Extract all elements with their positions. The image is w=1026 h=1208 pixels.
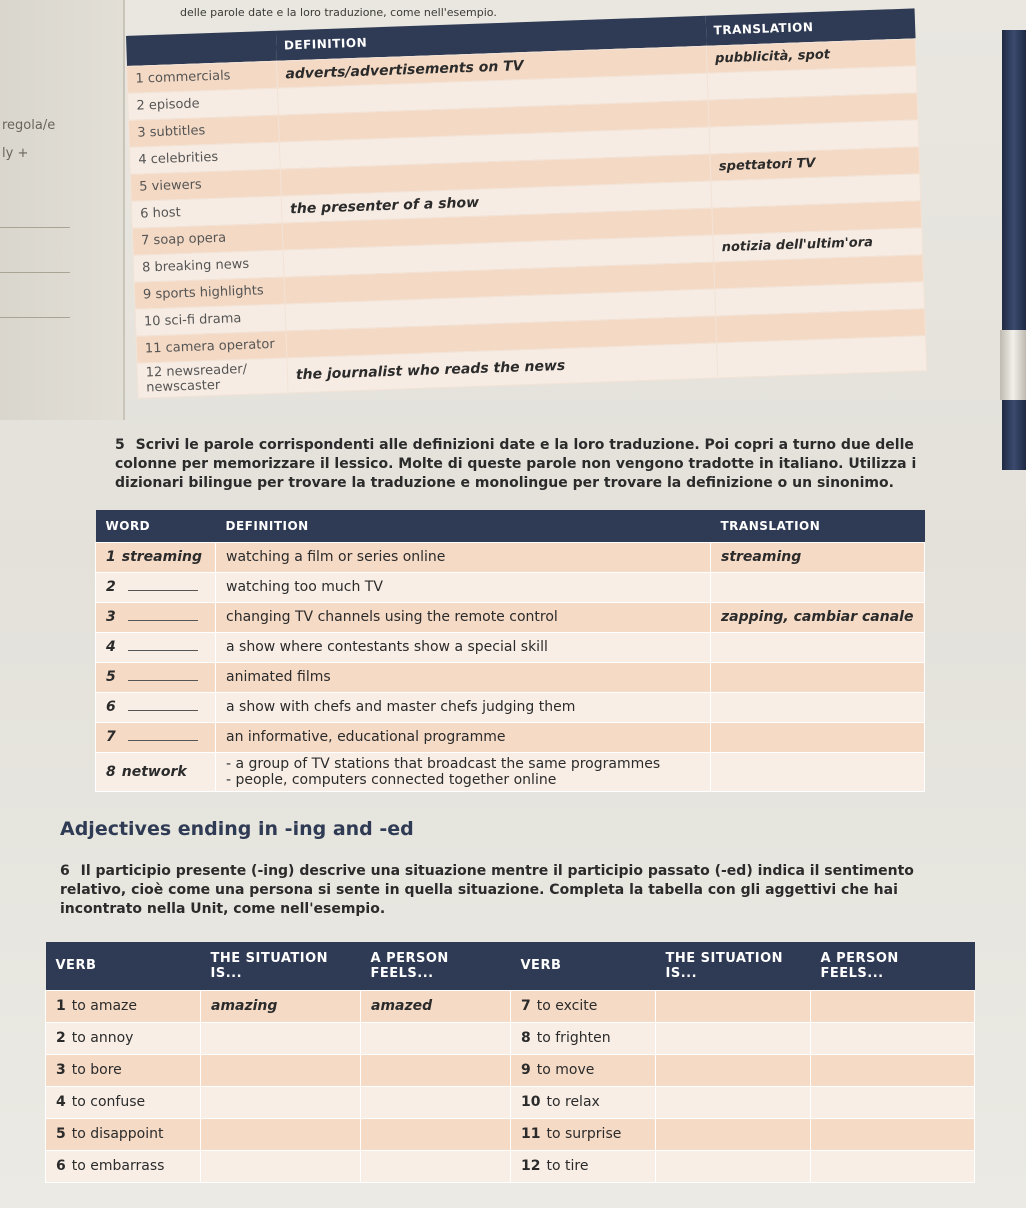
row-number: 2: [106, 579, 116, 595]
verb-cell: [511, 1118, 656, 1150]
row-number: 6: [106, 699, 116, 715]
definition-line: watching a film or series online: [226, 549, 446, 565]
row-number: 11: [521, 1126, 541, 1142]
vocabulary-table-streaming: [95, 510, 925, 792]
column-header: VERB: [511, 942, 656, 990]
row-number: 7: [106, 729, 116, 745]
verb-cell: [511, 1054, 656, 1086]
verb-value: to annoy: [71, 1030, 134, 1046]
translation-cell[interactable]: pubblicità, spot: [706, 38, 916, 72]
row-number: 10: [521, 1094, 541, 1110]
verb-value: to bore: [71, 1062, 122, 1078]
verb-cell: [46, 1118, 201, 1150]
table-row: [46, 1054, 975, 1086]
word-cell: 8 breaking news: [133, 250, 284, 282]
table-row: [46, 1086, 975, 1118]
verb-cell: [511, 1022, 656, 1054]
feeling-cell[interactable]: [811, 1022, 975, 1054]
definition-line: watching too much TV: [226, 579, 383, 595]
row-number: 1: [56, 998, 66, 1014]
definition-cell: [216, 662, 711, 692]
feeling-cell[interactable]: [361, 1150, 511, 1182]
table-row: [96, 542, 925, 572]
exercise5-text: Scrivi le parole corrispondenti alle definizioni date e la loro traduzione. Poi copri a turno due delle colonne per memorizzare il lessico. Molte di queste parole non vengono tradotte in italiano. Utilizza i dizionari bilingue per trovare la traduzione e monolingue per trovare la definizione o un sinonimo.: [115, 437, 917, 491]
definition-cell: [216, 572, 711, 602]
row-number: 3: [106, 609, 116, 625]
word-cell[interactable]: [96, 572, 216, 602]
row-number: 5: [56, 1126, 66, 1142]
verb-value: to frighten: [536, 1030, 611, 1046]
situation-cell[interactable]: [201, 1086, 361, 1118]
translation-cell[interactable]: [711, 662, 925, 692]
column-header: VERB: [46, 942, 201, 990]
verb-value: to surprise: [546, 1126, 622, 1142]
row-number: 8: [521, 1030, 531, 1046]
feeling-cell[interactable]: amazed: [361, 990, 511, 1022]
adjectives-table: [45, 942, 975, 1183]
row-number: 12: [521, 1158, 541, 1174]
word-cell[interactable]: [96, 602, 216, 632]
row-number: 6: [56, 1158, 66, 1174]
definition-cell: [216, 632, 711, 662]
feeling-cell[interactable]: [811, 1054, 975, 1086]
table-row: [46, 1118, 975, 1150]
table-row: [96, 752, 925, 791]
definition-cell: [216, 602, 711, 632]
exercise6-instruction: [60, 862, 960, 919]
verb-value: to disappoint: [71, 1126, 164, 1142]
column-header: THE SITUATION IS...: [201, 942, 361, 990]
word-cell: 6 host: [131, 196, 282, 228]
word-cell[interactable]: [96, 662, 216, 692]
table-row: [96, 602, 925, 632]
verb-cell: [511, 1150, 656, 1182]
translation-cell[interactable]: [711, 572, 925, 602]
verb-value: to amaze: [71, 998, 138, 1014]
exercise4-instruction-fragment: delle parole date e la loro traduzione, come nell'esempio.: [180, 6, 497, 19]
row-number: 4: [56, 1094, 66, 1110]
column-header: WORD: [96, 510, 216, 542]
definition-cell: [216, 692, 711, 722]
translation-cell[interactable]: zapping, cambiar canale: [711, 602, 925, 632]
answer-blank: [128, 590, 198, 591]
definition-cell: [216, 752, 711, 791]
exercise5-instruction: [115, 436, 945, 493]
definition-line: animated films: [226, 669, 331, 685]
column-header: THE SITUATION IS...: [656, 942, 811, 990]
verb-cell: [46, 1022, 201, 1054]
situation-cell[interactable]: [656, 1118, 811, 1150]
situation-cell[interactable]: [201, 1054, 361, 1086]
section-heading: Adjectives ending in -ing and -ed: [60, 818, 414, 840]
word-cell[interactable]: [96, 632, 216, 662]
feeling-cell[interactable]: [811, 990, 975, 1022]
definition-line: a show where contestants show a special skill: [226, 639, 548, 655]
answer-blank: [128, 650, 198, 651]
word-cell[interactable]: [96, 752, 216, 791]
definition-cell[interactable]: the journalist who reads the news: [287, 343, 718, 393]
column-header: DEFINITION: [216, 510, 711, 542]
verb-value: to embarrass: [71, 1158, 165, 1174]
translation-cell[interactable]: spettatori TV: [710, 146, 920, 180]
table-row: [96, 662, 925, 692]
verb-value: to excite: [536, 998, 598, 1014]
table-row: [96, 722, 925, 752]
definition-cell[interactable]: adverts/advertisements on TV: [276, 46, 707, 88]
exercise-number: 5: [115, 437, 125, 453]
pencil-icon: [1002, 30, 1026, 470]
definition-cell[interactable]: the presenter of a show: [281, 181, 712, 223]
exercise-number: 6: [60, 863, 70, 879]
verb-value: to move: [536, 1062, 595, 1078]
table-row: [46, 1150, 975, 1182]
feeling-cell[interactable]: [811, 1150, 975, 1182]
table-row: [96, 572, 925, 602]
column-header: A PERSON FEELS...: [361, 942, 511, 990]
word-cell: 5 viewers: [130, 169, 281, 201]
word-cell: 12 newsreader/ newscaster: [137, 358, 288, 398]
word-cell: 7 soap opera: [132, 223, 283, 255]
situation-cell[interactable]: [656, 1054, 811, 1086]
situation-cell[interactable]: [656, 1022, 811, 1054]
word-cell: 10 sci-fi drama: [135, 304, 286, 336]
vocabulary-table-tv: [125, 8, 927, 398]
table-row: [46, 990, 975, 1022]
definition-line: - people, computers connected together online: [226, 771, 557, 788]
left-fragment-2: ly +: [2, 146, 29, 161]
answer-blank: [128, 740, 198, 741]
row-number: 5: [106, 669, 116, 685]
table-row: [46, 1022, 975, 1054]
verb-value: to tire: [546, 1158, 589, 1174]
word-cell: 3 subtitles: [128, 115, 279, 147]
translation-cell[interactable]: [717, 335, 927, 377]
definition-line: changing TV channels using the remote control: [226, 609, 558, 625]
situation-cell[interactable]: [656, 990, 811, 1022]
divider-line: [0, 200, 70, 228]
left-fragment-1: regola/e: [2, 118, 56, 133]
definition-line: - a group of TV stations that broadcast the same programmes: [226, 755, 661, 772]
verb-value: to relax: [546, 1094, 600, 1110]
word-cell: 2 episode: [127, 88, 278, 120]
situation-cell[interactable]: [201, 1022, 361, 1054]
definition-line: a show with chefs and master chefs judging them: [226, 699, 576, 715]
feeling-cell[interactable]: [361, 1118, 511, 1150]
definition-cell: [216, 542, 711, 572]
situation-cell[interactable]: amazing: [201, 990, 361, 1022]
word-cell[interactable]: [96, 722, 216, 752]
column-header: TRANSLATION: [711, 510, 925, 542]
translation-cell[interactable]: [711, 722, 925, 752]
feeling-cell[interactable]: [811, 1086, 975, 1118]
answer-blank: [128, 620, 198, 621]
answer-blank: [128, 710, 198, 711]
column-header: DEFINITION: [275, 16, 706, 61]
situation-cell[interactable]: [201, 1118, 361, 1150]
column-header: A PERSON FEELS...: [811, 942, 975, 990]
divider-line: [0, 290, 70, 318]
row-number: 9: [521, 1062, 531, 1078]
verb-cell: [46, 1150, 201, 1182]
exercise6-text: Il participio presente (-ing) descrive una situazione mentre il participio passato (-ed) indica il sentimento relativo, cioè come una persona si sente in quella situazione. Completa la tabella con gli aggettivi che hai incontrato nella Unit, come nell'esempio.: [60, 863, 914, 917]
pencil-edge: [966, 30, 1026, 470]
row-number: 8: [106, 763, 116, 780]
word-value: network: [121, 763, 187, 780]
table-row: [96, 692, 925, 722]
situation-cell[interactable]: [201, 1150, 361, 1182]
feeling-cell[interactable]: [361, 1022, 511, 1054]
answer-blank: [128, 680, 198, 681]
verb-cell: [511, 1086, 656, 1118]
translation-cell[interactable]: [711, 752, 925, 791]
translation-cell[interactable]: notizia dell'ultim'ora: [713, 227, 923, 261]
adjacent-page-edge: [0, 0, 125, 420]
verb-cell: [46, 990, 201, 1022]
situation-cell[interactable]: [656, 1150, 811, 1182]
definition-line: an informative, educational programme: [226, 729, 506, 745]
definition-cell: [216, 722, 711, 752]
verb-cell: [511, 990, 656, 1022]
feeling-cell[interactable]: [361, 1086, 511, 1118]
verb-value: to confuse: [71, 1094, 146, 1110]
row-number: 1: [106, 549, 116, 565]
feeling-cell[interactable]: [811, 1118, 975, 1150]
word-cell: 4 celebrities: [129, 142, 280, 174]
row-number: 2: [56, 1030, 66, 1046]
translation-cell[interactable]: [711, 692, 925, 722]
table-row: [96, 632, 925, 662]
column-header: TRANSLATION: [705, 8, 915, 45]
translation-cell[interactable]: [711, 632, 925, 662]
word-cell[interactable]: [96, 542, 216, 572]
row-number: 4: [106, 639, 116, 655]
translation-cell[interactable]: streaming: [711, 542, 925, 572]
word-cell: 11 camera operator: [136, 331, 287, 363]
pencil-ferrule: [1000, 330, 1026, 400]
feeling-cell[interactable]: [361, 1054, 511, 1086]
word-value: streaming: [121, 549, 202, 565]
row-number: 3: [56, 1062, 66, 1078]
situation-cell[interactable]: [656, 1086, 811, 1118]
word-cell: 9 sports highlights: [134, 277, 285, 309]
word-cell[interactable]: [96, 692, 216, 722]
row-number: 7: [521, 998, 531, 1014]
verb-cell: [46, 1086, 201, 1118]
word-cell: 1 commercials: [127, 61, 278, 93]
verb-cell: [46, 1054, 201, 1086]
divider-line: [0, 245, 70, 273]
